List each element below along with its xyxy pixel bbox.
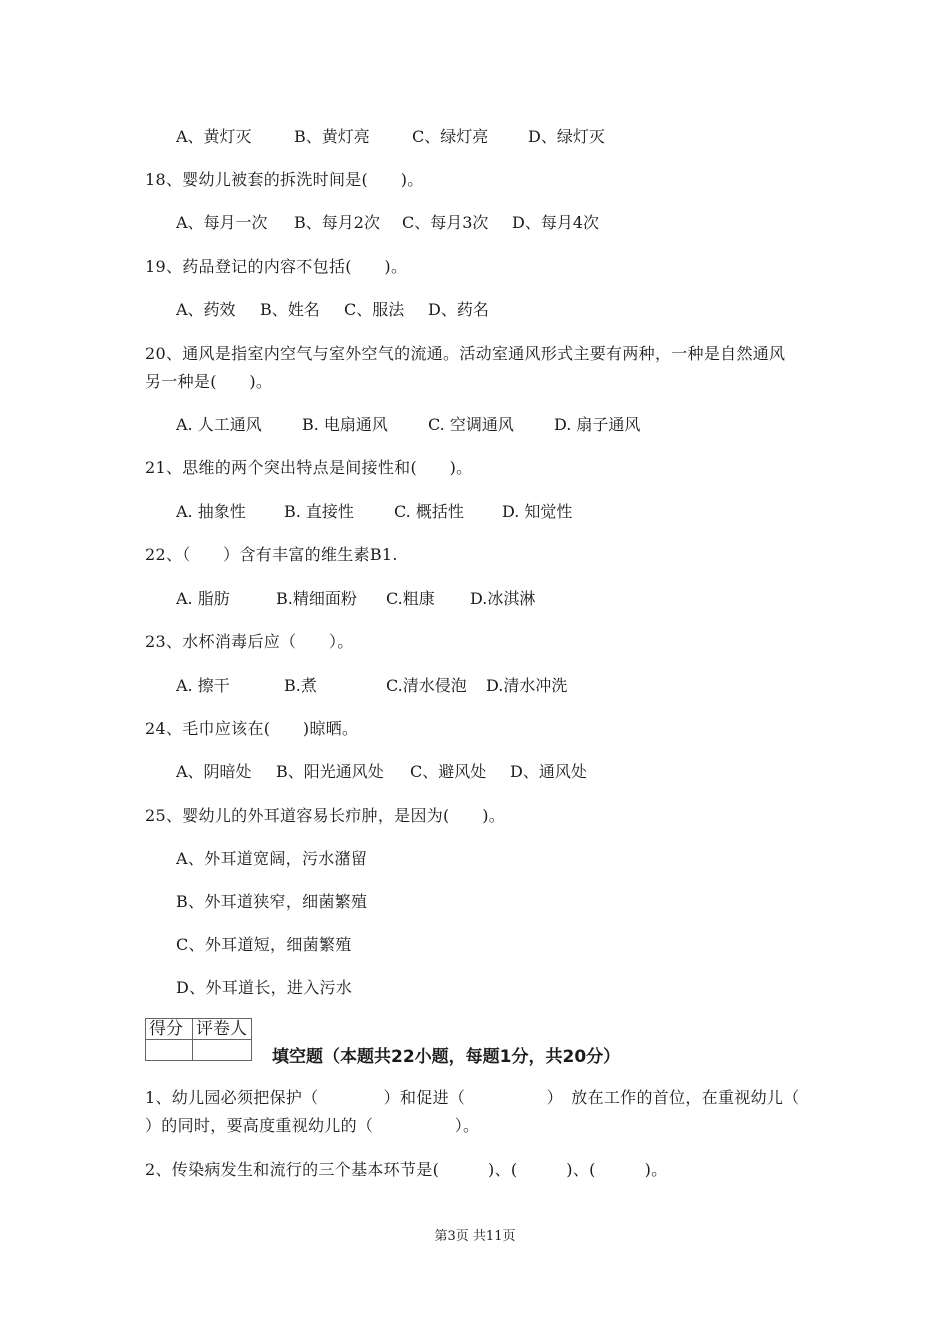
q17-option-d: D、绿灯灭 (528, 127, 605, 146)
q22-option-a: A. 脂肪 (176, 589, 230, 608)
q23-option-c: C.清水侵泡 (386, 676, 467, 695)
fill1-line2: ）的同时，要高度重视幼儿的（ ）。 (145, 1116, 480, 1135)
q19-stem: 19、药品登记的内容不包括( )。 (145, 257, 408, 276)
q24-option-b: B、阳光通风处 (276, 762, 384, 781)
q21-option-a: A. 抽象性 (176, 502, 246, 521)
q18-option-c: C、每月3次 (402, 213, 489, 232)
fill2: 2、传染病发生和流行的三个基本环节是( )、( )、( )。 (145, 1160, 668, 1179)
q24-option-c: C、避风处 (410, 762, 487, 781)
score-table (145, 1018, 252, 1061)
q24-option-a: A、阴暗处 (176, 762, 252, 781)
score-header: 得分 (146, 1019, 193, 1040)
q20-stem-line1: 20、通风是指室内空气与室外空气的流通。活动室通风形式主要有两种，一种是自然通风 (145, 344, 786, 363)
q17-option-b: B、黄灯亮 (294, 127, 370, 146)
q22-option-d: D.冰淇淋 (470, 589, 536, 608)
q22-stem: 22、（ ）含有丰富的维生素B1. (145, 545, 398, 564)
q25-option-d: D、外耳道长，进入污水 (176, 978, 353, 997)
q20-option-c: C. 空调通风 (428, 415, 514, 434)
section-title: 填空题（本题共22小题，每题1分，共20分） (272, 1047, 621, 1067)
q21-option-c: C. 概括性 (394, 502, 464, 521)
grader-cell (193, 1040, 252, 1061)
q18-option-b: B、每月2次 (294, 213, 380, 232)
score-cell (146, 1040, 193, 1061)
q23-option-b: B.煮 (284, 676, 317, 695)
q19-option-b: B、姓名 (260, 300, 320, 319)
page-footer: 第3页 共11页 (434, 1229, 516, 1244)
q25-option-a: A、外耳道宽阔，污水潴留 (176, 849, 368, 868)
q24-stem: 24、毛巾应该在( )晾晒。 (145, 719, 359, 738)
q20-option-b: B. 电扇通风 (302, 415, 388, 434)
q17-option-a: A、黄灯灭 (176, 127, 252, 146)
q20-option-a: A. 人工通风 (176, 415, 262, 434)
q21-stem: 21、思维的两个突出特点是间接性和( )。 (145, 458, 473, 477)
q20-option-d: D. 扇子通风 (554, 415, 641, 434)
q20-stem-line2: 另一种是( )。 (145, 372, 273, 391)
q22-option-b: B.精细面粉 (276, 589, 357, 608)
q25-stem: 25、婴幼儿的外耳道容易长疖肿，是因为( )。 (145, 806, 506, 825)
q23-option-d: D.清水冲洗 (486, 676, 568, 695)
q18-option-d: D、每月4次 (512, 213, 600, 232)
q19-option-d: D、药名 (428, 300, 489, 319)
grader-header: 评卷人 (193, 1019, 252, 1040)
q21-option-b: B. 直接性 (284, 502, 354, 521)
q24-option-d: D、通风处 (510, 762, 587, 781)
q23-option-a: A. 擦干 (176, 676, 230, 695)
q18-stem: 18、婴幼儿被套的拆洗时间是( )。 (145, 170, 424, 189)
q25-option-c: C、外耳道短，细菌繁殖 (176, 935, 352, 954)
q17-option-c: C、绿灯亮 (412, 127, 489, 146)
q19-option-c: C、服法 (344, 300, 405, 319)
q19-option-a: A、药效 (176, 300, 236, 319)
fill1-line1: 1、幼儿园必须把保护（ ）和促进（ ） 放在工作的首位，在重视幼儿（ (145, 1088, 800, 1107)
q23-stem: 23、水杯消毒后应（ ）。 (145, 632, 354, 651)
q25-option-b: B、外耳道狭窄，细菌繁殖 (176, 892, 368, 911)
q21-option-d: D. 知觉性 (502, 502, 573, 521)
q18-option-a: A、每月一次 (176, 213, 268, 232)
q22-option-c: C.粗康 (386, 589, 435, 608)
